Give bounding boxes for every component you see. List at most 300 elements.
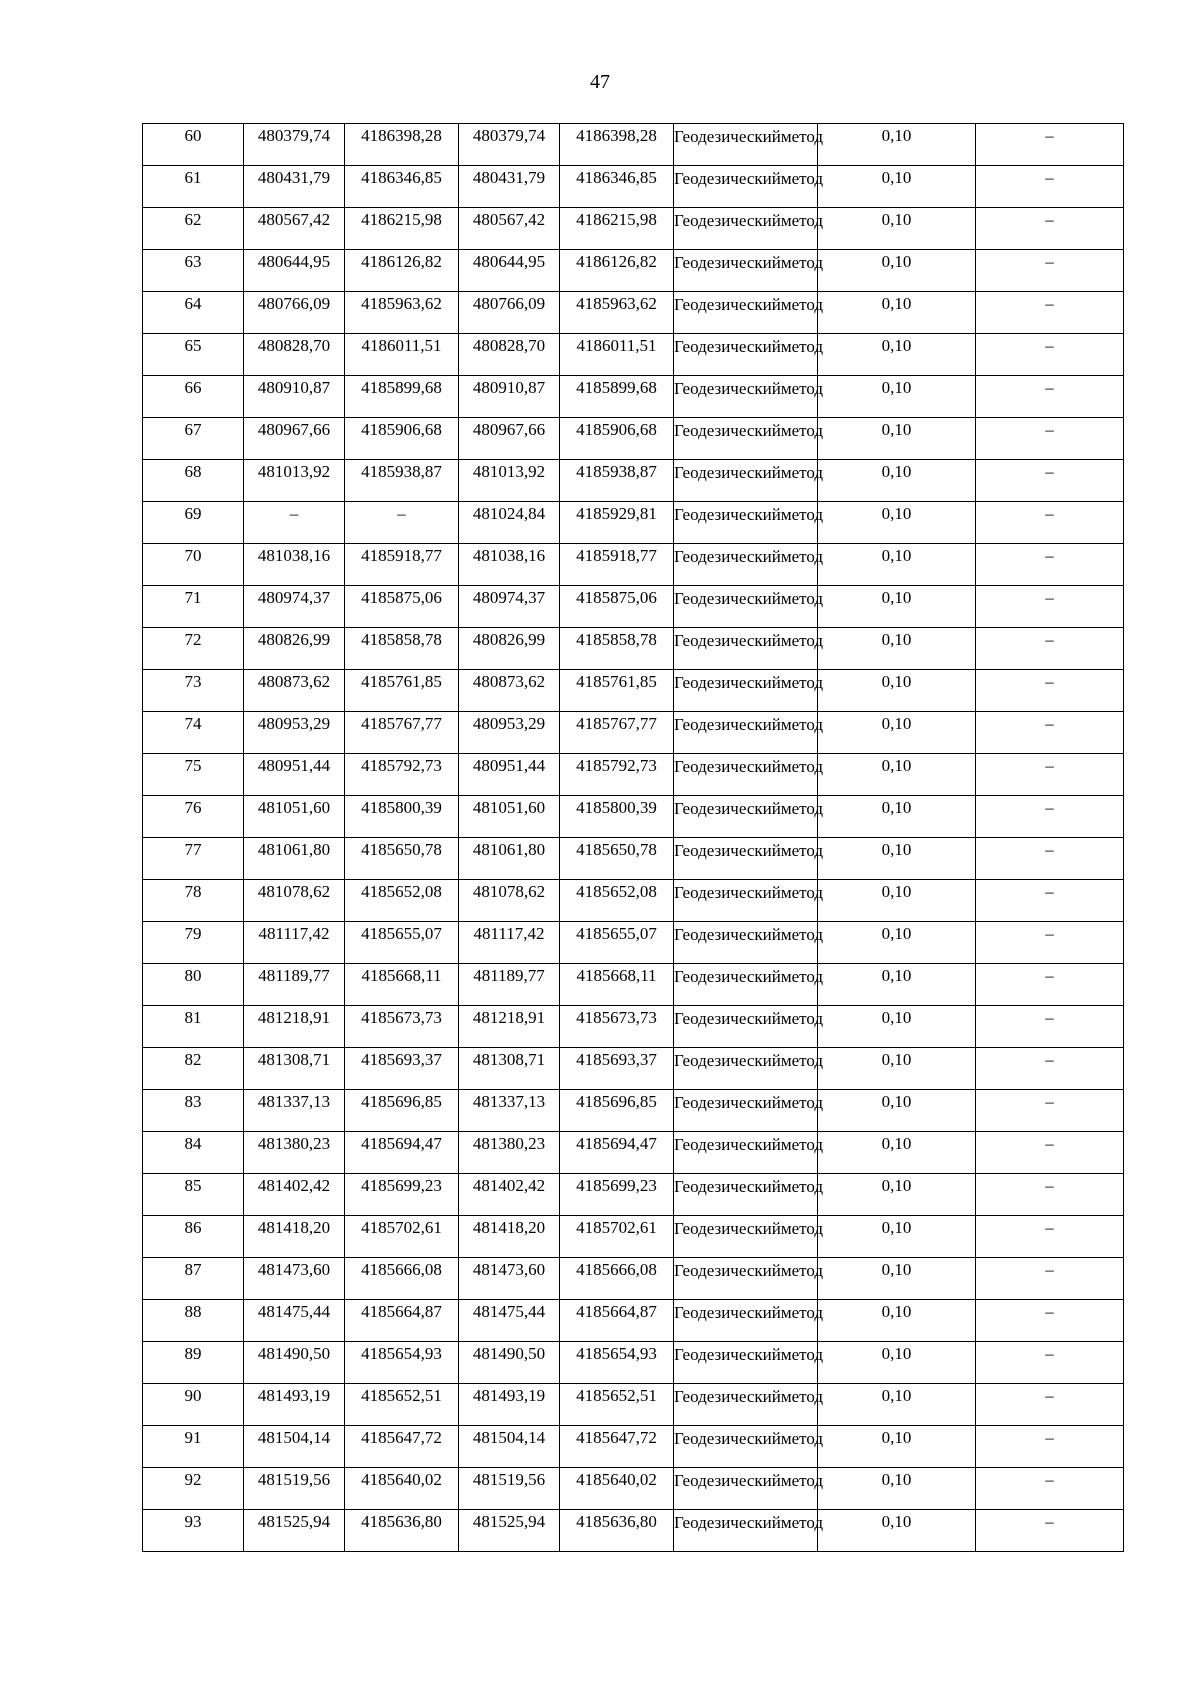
existing-x-value: 480826,99 — [257, 630, 331, 649]
existing-x-value: 481519,56 — [257, 1470, 331, 1489]
existing-y-cell — [345, 1048, 459, 1090]
method-line-1: Геодезический — [674, 253, 781, 272]
note-cell — [976, 166, 1124, 208]
method-line-2: метод — [780, 799, 823, 818]
refined-y-cell — [560, 1384, 674, 1426]
existing-x-value: 481504,14 — [257, 1428, 331, 1447]
table-row — [143, 586, 1124, 628]
existing-x-cell — [244, 754, 345, 796]
accuracy-value: 0,10 — [881, 420, 912, 439]
point-number-cell — [143, 1216, 244, 1258]
note-value: – — [1045, 714, 1054, 733]
method-text — [674, 1384, 823, 1407]
method-line-2: метод — [780, 925, 823, 944]
method-text — [674, 208, 823, 231]
refined-y-cell — [560, 796, 674, 838]
accuracy-cell — [818, 1342, 976, 1384]
accuracy-cell — [818, 376, 976, 418]
refined-y-value: 4186398,28 — [576, 126, 657, 145]
existing-x-cell — [244, 1048, 345, 1090]
method-line-2: метод — [780, 211, 823, 230]
refined-y-cell — [560, 1300, 674, 1342]
table-row — [143, 1090, 1124, 1132]
existing-x-value: 481078,62 — [257, 882, 331, 901]
method-line-2: метод — [780, 1471, 823, 1490]
point-number-cell — [143, 292, 244, 334]
method-cell — [674, 250, 823, 292]
method-cell — [674, 334, 823, 376]
refined-y-value: 4185650,78 — [576, 840, 657, 859]
method-line-1: Геодезический — [674, 547, 781, 566]
point-number-value: 81 — [184, 1008, 202, 1027]
method-text — [674, 1090, 823, 1113]
point-number-cell — [143, 964, 244, 1006]
point-number-value: 87 — [184, 1260, 202, 1279]
method-cell — [674, 880, 823, 922]
note-cell — [976, 1006, 1124, 1048]
point-number-value: 65 — [184, 336, 202, 355]
refined-y-cell — [560, 712, 674, 754]
point-number-value: 69 — [184, 504, 202, 523]
refined-y-value: 4185858,78 — [576, 630, 657, 649]
existing-y-value: 4185696,85 — [361, 1092, 442, 1111]
existing-x-cell — [244, 1216, 345, 1258]
point-number-cell — [143, 166, 244, 208]
refined-x-value: 481061,80 — [472, 840, 546, 859]
refined-y-value: 4185906,68 — [576, 420, 657, 439]
refined-y-value: 4186126,82 — [576, 252, 657, 271]
method-line-1: Геодезический — [674, 589, 781, 608]
refined-x-cell — [459, 502, 560, 544]
point-number-cell — [143, 1132, 244, 1174]
point-number-value: 86 — [184, 1218, 202, 1237]
existing-y-cell — [345, 964, 459, 1006]
note-value: – — [1045, 630, 1054, 649]
point-number-cell — [143, 1048, 244, 1090]
point-number-cell — [143, 628, 244, 670]
existing-y-value: 4185693,37 — [361, 1050, 442, 1069]
note-cell — [976, 628, 1124, 670]
note-value: – — [1045, 1176, 1054, 1195]
existing-x-cell — [244, 628, 345, 670]
method-line-2: метод — [780, 631, 823, 650]
table-row — [143, 124, 1124, 166]
existing-y-value: 4185652,08 — [361, 882, 442, 901]
existing-y-cell — [345, 502, 459, 544]
refined-x-cell — [459, 544, 560, 586]
refined-y-cell — [560, 1258, 674, 1300]
method-text — [674, 166, 823, 189]
refined-x-cell — [459, 1048, 560, 1090]
existing-y-cell — [345, 250, 459, 292]
refined-y-value: 4185792,73 — [576, 756, 657, 775]
refined-x-value: 481189,77 — [473, 966, 545, 985]
refined-y-cell — [560, 628, 674, 670]
refined-x-value: 480766,09 — [472, 294, 546, 313]
method-cell — [674, 628, 823, 670]
existing-x-value: 480953,29 — [257, 714, 331, 733]
note-value: – — [1045, 798, 1054, 817]
existing-x-value: 480431,79 — [257, 168, 331, 187]
accuracy-value: 0,10 — [881, 1092, 912, 1111]
existing-x-value: 481337,13 — [257, 1092, 331, 1111]
accuracy-cell — [818, 334, 976, 376]
existing-x-value: 480379,74 — [257, 126, 331, 145]
method-line-1: Геодезический — [674, 841, 781, 860]
existing-y-cell — [345, 670, 459, 712]
existing-x-value: 481418,20 — [257, 1218, 331, 1237]
accuracy-value: 0,10 — [881, 168, 912, 187]
table-row — [143, 838, 1124, 880]
refined-x-value: 480826,99 — [472, 630, 546, 649]
note-cell — [976, 376, 1124, 418]
note-value: – — [1045, 504, 1054, 523]
existing-y-cell — [345, 1426, 459, 1468]
method-line-1: Геодезический — [674, 673, 781, 692]
method-cell — [674, 124, 823, 166]
note-value: – — [1045, 1428, 1054, 1447]
existing-x-cell — [244, 796, 345, 838]
existing-x-cell — [244, 1384, 345, 1426]
method-text — [674, 1216, 823, 1239]
accuracy-cell — [818, 1510, 976, 1552]
existing-x-cell — [244, 502, 345, 544]
accuracy-value: 0,10 — [881, 1470, 912, 1489]
refined-y-cell — [560, 880, 674, 922]
refined-y-cell — [560, 1048, 674, 1090]
method-text — [674, 460, 823, 483]
method-line-2: метод — [780, 169, 823, 188]
method-line-2: метод — [780, 715, 823, 734]
method-line-2: метод — [780, 463, 823, 482]
note-cell — [976, 1342, 1124, 1384]
accuracy-value: 0,10 — [881, 756, 912, 775]
accuracy-value: 0,10 — [881, 588, 912, 607]
existing-y-cell — [345, 796, 459, 838]
method-line-1: Геодезический — [674, 127, 781, 146]
accuracy-cell — [818, 502, 976, 544]
refined-x-cell — [459, 1174, 560, 1216]
existing-y-value: 4185800,39 — [361, 798, 442, 817]
table-row — [143, 1048, 1124, 1090]
method-cell — [674, 1048, 823, 1090]
refined-x-cell — [459, 964, 560, 1006]
note-value: – — [1045, 294, 1054, 313]
method-line-1: Геодезический — [674, 1303, 781, 1322]
refined-x-value: 481473,60 — [472, 1260, 546, 1279]
table-row — [143, 1426, 1124, 1468]
accuracy-cell — [818, 1174, 976, 1216]
method-cell — [674, 1342, 823, 1384]
note-cell — [976, 754, 1124, 796]
refined-x-cell — [459, 628, 560, 670]
refined-x-value: 481525,94 — [472, 1512, 546, 1531]
point-number-cell — [143, 502, 244, 544]
table-row — [143, 250, 1124, 292]
refined-y-value: 4185655,07 — [576, 924, 657, 943]
accuracy-value: 0,10 — [881, 1512, 912, 1531]
refined-x-cell — [459, 1510, 560, 1552]
method-text — [674, 334, 823, 357]
refined-y-value: 4185647,72 — [576, 1428, 657, 1447]
point-number-value: 92 — [184, 1470, 202, 1489]
note-value: – — [1045, 840, 1054, 859]
table-body — [143, 124, 1124, 1552]
existing-y-value: 4185655,07 — [361, 924, 442, 943]
existing-x-cell — [244, 880, 345, 922]
method-text — [674, 670, 823, 693]
method-text — [674, 964, 823, 987]
method-line-1: Геодезический — [674, 337, 781, 356]
table-row — [143, 922, 1124, 964]
method-line-1: Геодезический — [674, 379, 781, 398]
existing-y-value: 4185699,23 — [361, 1176, 442, 1195]
existing-x-value: 481493,19 — [257, 1386, 331, 1405]
existing-y-cell — [345, 628, 459, 670]
existing-x-cell — [244, 838, 345, 880]
accuracy-value: 0,10 — [881, 504, 912, 523]
note-cell — [976, 1510, 1124, 1552]
table-row — [143, 1006, 1124, 1048]
refined-y-value: 4185699,23 — [576, 1176, 657, 1195]
note-cell — [976, 964, 1124, 1006]
table-row — [143, 1342, 1124, 1384]
existing-y-cell — [345, 460, 459, 502]
existing-x-value: 480974,37 — [257, 588, 331, 607]
refined-x-cell — [459, 334, 560, 376]
existing-y-cell — [345, 376, 459, 418]
method-line-1: Геодезический — [674, 925, 781, 944]
refined-x-value: 480873,62 — [472, 672, 546, 691]
point-number-cell — [143, 208, 244, 250]
refined-x-value: 481337,13 — [472, 1092, 546, 1111]
point-number-value: 80 — [184, 966, 202, 985]
note-cell — [976, 838, 1124, 880]
refined-x-cell — [459, 838, 560, 880]
method-text — [674, 502, 823, 525]
table-row — [143, 1510, 1124, 1552]
existing-x-value: 481117,42 — [258, 924, 330, 943]
accuracy-value: 0,10 — [881, 882, 912, 901]
point-number-cell — [143, 1258, 244, 1300]
accuracy-value: 0,10 — [881, 672, 912, 691]
method-line-1: Геодезический — [674, 295, 781, 314]
method-line-2: метод — [780, 589, 823, 608]
accuracy-cell — [818, 1006, 976, 1048]
existing-x-cell — [244, 376, 345, 418]
note-cell — [976, 208, 1124, 250]
point-number-cell — [143, 1384, 244, 1426]
method-line-2: метод — [780, 841, 823, 860]
method-line-2: метод — [780, 1051, 823, 1070]
note-value: – — [1045, 1218, 1054, 1237]
method-line-2: метод — [780, 1261, 823, 1280]
existing-y-value: 4185673,73 — [361, 1008, 442, 1027]
table-row — [143, 1384, 1124, 1426]
method-cell — [674, 1174, 823, 1216]
refined-x-cell — [459, 1300, 560, 1342]
existing-y-cell — [345, 418, 459, 460]
refined-x-value: 480951,44 — [472, 756, 546, 775]
existing-x-cell — [244, 460, 345, 502]
accuracy-value: 0,10 — [881, 714, 912, 733]
point-number-cell — [143, 922, 244, 964]
existing-x-value: 480951,44 — [257, 756, 331, 775]
refined-x-cell — [459, 880, 560, 922]
page-number: 47 — [590, 71, 610, 93]
existing-x-cell — [244, 418, 345, 460]
existing-x-value: 481308,71 — [257, 1050, 331, 1069]
method-line-1: Геодезический — [674, 1387, 781, 1406]
refined-y-cell — [560, 964, 674, 1006]
refined-x-cell — [459, 376, 560, 418]
refined-x-cell — [459, 250, 560, 292]
refined-y-cell — [560, 166, 674, 208]
note-value: – — [1045, 588, 1054, 607]
existing-y-cell — [345, 586, 459, 628]
method-cell — [674, 1258, 823, 1300]
method-line-1: Геодезический — [674, 757, 781, 776]
existing-y-value: 4185636,80 — [361, 1512, 442, 1531]
point-number-cell — [143, 712, 244, 754]
accuracy-value: 0,10 — [881, 924, 912, 943]
existing-y-cell — [345, 1132, 459, 1174]
point-number-value: 79 — [184, 924, 202, 943]
method-cell — [674, 838, 823, 880]
refined-x-value: 480974,37 — [472, 588, 546, 607]
method-line-2: метод — [780, 505, 823, 524]
accuracy-cell — [818, 838, 976, 880]
note-value: – — [1045, 126, 1054, 145]
note-value: – — [1045, 672, 1054, 691]
point-number-cell — [143, 1510, 244, 1552]
note-cell — [976, 670, 1124, 712]
method-line-1: Геодезический — [674, 211, 781, 230]
accuracy-cell — [818, 1090, 976, 1132]
existing-x-cell — [244, 334, 345, 376]
existing-y-cell — [345, 754, 459, 796]
existing-x-value: 481402,42 — [257, 1176, 331, 1195]
existing-x-cell — [244, 1426, 345, 1468]
refined-x-value: 480379,74 — [472, 126, 546, 145]
accuracy-cell — [818, 796, 976, 838]
note-value: – — [1045, 336, 1054, 355]
method-cell — [674, 460, 823, 502]
refined-x-cell — [459, 1426, 560, 1468]
accuracy-value: 0,10 — [881, 252, 912, 271]
existing-x-cell — [244, 1342, 345, 1384]
existing-y-cell — [345, 208, 459, 250]
table-row — [143, 712, 1124, 754]
method-line-1: Геодезический — [674, 1093, 781, 1112]
method-line-2: метод — [780, 1345, 823, 1364]
refined-x-cell — [459, 1132, 560, 1174]
method-cell — [674, 1132, 823, 1174]
existing-y-cell — [345, 1174, 459, 1216]
method-cell — [674, 1216, 823, 1258]
refined-y-cell — [560, 1132, 674, 1174]
refined-y-cell — [560, 460, 674, 502]
point-number-value: 78 — [184, 882, 202, 901]
method-line-1: Геодезический — [674, 883, 781, 902]
refined-x-cell — [459, 1006, 560, 1048]
accuracy-value: 0,10 — [881, 210, 912, 229]
refined-x-value: 481519,56 — [472, 1470, 546, 1489]
accuracy-value: 0,10 — [881, 1302, 912, 1321]
existing-y-value: 4186215,98 — [361, 210, 442, 229]
note-cell — [976, 1384, 1124, 1426]
refined-y-cell — [560, 418, 674, 460]
note-value: – — [1045, 168, 1054, 187]
point-number-cell — [143, 1006, 244, 1048]
existing-y-value: 4186126,82 — [361, 252, 442, 271]
point-number-value: 91 — [184, 1428, 202, 1447]
refined-x-value: 480567,42 — [472, 210, 546, 229]
refined-y-cell — [560, 502, 674, 544]
method-text — [674, 544, 823, 567]
existing-y-value: 4185899,68 — [361, 378, 442, 397]
existing-y-cell — [345, 1090, 459, 1132]
point-number-value: 93 — [184, 1512, 202, 1531]
existing-y-value: 4185650,78 — [361, 840, 442, 859]
refined-x-value: 481380,23 — [472, 1134, 546, 1153]
accuracy-value: 0,10 — [881, 1134, 912, 1153]
accuracy-value: 0,10 — [881, 378, 912, 397]
refined-x-value: 481218,91 — [472, 1008, 546, 1027]
refined-x-cell — [459, 586, 560, 628]
refined-x-cell — [459, 1384, 560, 1426]
method-cell — [674, 1006, 823, 1048]
accuracy-cell — [818, 754, 976, 796]
accuracy-cell — [818, 628, 976, 670]
point-number-value: 63 — [184, 252, 202, 271]
accuracy-cell — [818, 418, 976, 460]
point-number-cell — [143, 754, 244, 796]
method-text — [674, 880, 823, 903]
refined-x-value: 480644,95 — [472, 252, 546, 271]
refined-y-cell — [560, 124, 674, 166]
existing-y-value: 4185938,87 — [361, 462, 442, 481]
existing-x-value: 481473,60 — [257, 1260, 331, 1279]
accuracy-cell — [818, 1468, 976, 1510]
existing-y-value: 4185918,77 — [361, 546, 442, 565]
existing-x-cell — [244, 964, 345, 1006]
existing-x-cell — [244, 1174, 345, 1216]
point-number-value: 73 — [184, 672, 202, 691]
existing-x-cell — [244, 1006, 345, 1048]
accuracy-cell — [818, 1258, 976, 1300]
refined-y-value: 4185636,80 — [576, 1512, 657, 1531]
table-row — [143, 796, 1124, 838]
refined-y-value: 4185652,08 — [576, 882, 657, 901]
existing-x-cell — [244, 544, 345, 586]
point-number-cell — [143, 1300, 244, 1342]
method-text — [674, 250, 823, 273]
existing-y-cell — [345, 1258, 459, 1300]
existing-x-value: 480644,95 — [257, 252, 331, 271]
existing-y-value: 4186398,28 — [361, 126, 442, 145]
method-text — [674, 1174, 823, 1197]
refined-y-cell — [560, 922, 674, 964]
refined-x-cell — [459, 418, 560, 460]
existing-y-value: 4185668,11 — [361, 966, 442, 985]
existing-x-cell — [244, 586, 345, 628]
refined-x-value: 481402,42 — [472, 1176, 546, 1195]
method-text — [674, 418, 823, 441]
accuracy-cell — [818, 712, 976, 754]
refined-y-value: 4185666,08 — [576, 1260, 657, 1279]
point-number-cell — [143, 1090, 244, 1132]
